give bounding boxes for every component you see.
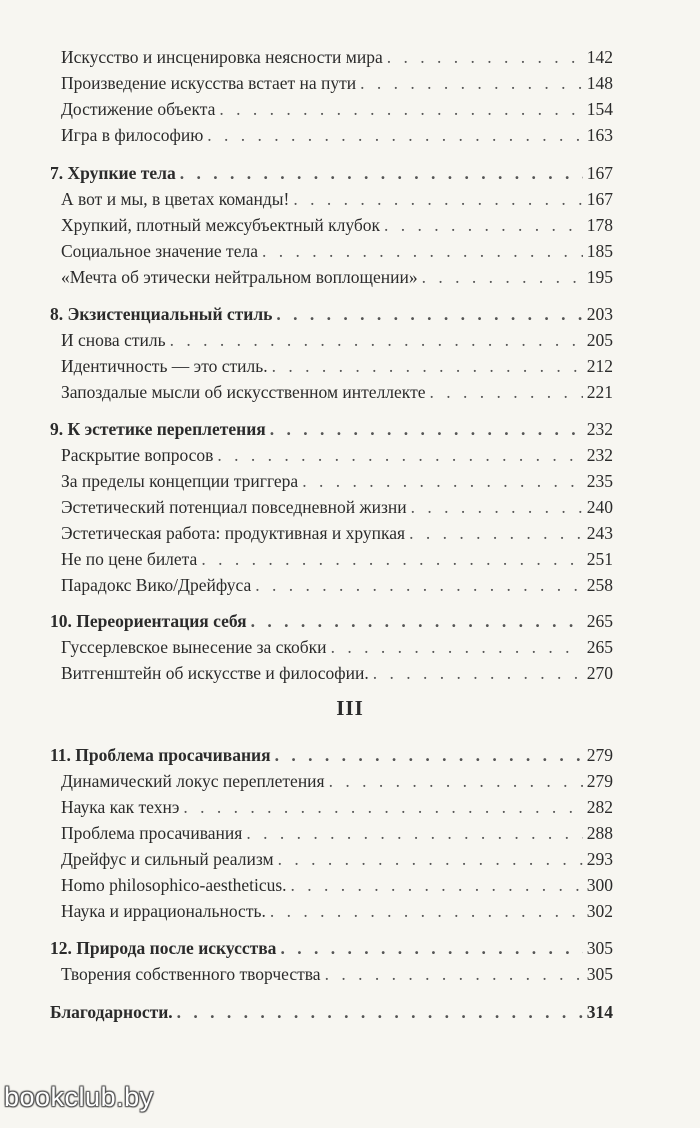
toc-chapter [50, 935, 613, 961]
toc-entry-page: 205 [586, 330, 613, 350]
toc-entry [61, 794, 613, 820]
toc-entry-title: Запоздалые мысли об искусственном интеллекте [61, 382, 426, 402]
dot-leader [183, 794, 582, 820]
toc-chapter-title: 9. К эстетике переплетения [50, 419, 266, 439]
dot-leader [411, 494, 583, 520]
dot-leader [360, 70, 583, 96]
toc-entry [61, 327, 613, 353]
toc-entry-page: 270 [586, 663, 613, 683]
toc-chapter-page: 305 [586, 938, 613, 958]
toc-entry [61, 442, 613, 468]
dot-leader [275, 742, 583, 768]
dot-leader [278, 846, 583, 872]
toc-entry-title: Гуссерлевское вынесение за скобки [61, 637, 327, 657]
dot-leader [302, 468, 583, 494]
toc-entry [61, 660, 613, 686]
toc-entry-page: 212 [586, 356, 613, 376]
dot-leader [177, 999, 583, 1025]
toc-entry-page: 279 [586, 771, 613, 791]
toc-entry-page: 185 [586, 241, 613, 261]
toc-entry [61, 634, 613, 660]
toc-entry-title: И снова стиль [61, 330, 166, 350]
toc-entry [61, 872, 613, 898]
toc-entry-page: 258 [586, 575, 613, 595]
toc-entry-title: Проблема просачивания [61, 823, 243, 843]
toc-entry-title: Наука как технэ [61, 797, 180, 817]
toc-entry [61, 468, 613, 494]
toc-entry [61, 264, 613, 290]
dot-leader [180, 160, 583, 186]
toc-entry-page: 232 [586, 445, 613, 465]
toc-chapter [50, 416, 613, 442]
toc-entry-title: Эстетическая работа: продуктивная и хрупкая [61, 523, 406, 543]
part-number: III [336, 696, 364, 720]
toc-entry-page: 163 [586, 125, 613, 145]
dot-leader [373, 660, 583, 686]
dot-leader [429, 379, 582, 405]
dot-leader [270, 416, 583, 442]
toc-entry-title: Витгенштейн об искусстве и философии. [61, 663, 369, 683]
toc-entry [61, 186, 613, 212]
toc-entry-title: «Мечта об этически нейтральном воплощении» [61, 267, 418, 287]
toc-entry-title: А вот и мы, в цветах команды! [61, 189, 290, 209]
toc-entry-page: 167 [586, 189, 613, 209]
toc-chapter-title: 11. Проблема просачивания [50, 745, 271, 765]
dot-leader [409, 520, 583, 546]
toc-entry-title: Искусство и инсценировка неясности мира [61, 47, 383, 67]
toc-entry [61, 96, 613, 122]
toc-chapter-page: 279 [586, 745, 613, 765]
dot-leader [276, 301, 582, 327]
toc-chapter [50, 999, 613, 1025]
dot-leader [251, 608, 583, 634]
dot-leader [291, 872, 583, 898]
toc-entry [61, 572, 613, 598]
toc-entry-page: 221 [586, 382, 613, 402]
toc-entry [61, 546, 613, 572]
toc-entry-title: Социальное значение тела [61, 241, 258, 261]
dot-leader [331, 634, 583, 660]
dot-leader [325, 961, 583, 987]
toc-entry [61, 494, 613, 520]
toc-entry-page: 251 [586, 549, 613, 569]
toc-entry-page: 240 [586, 497, 613, 517]
dot-leader [219, 96, 582, 122]
dot-leader [170, 327, 583, 353]
dot-leader [387, 44, 583, 70]
toc-chapter-page: 314 [586, 1002, 613, 1022]
dot-leader [384, 212, 583, 238]
toc-chapter-title: 10. Переориентация себя [50, 611, 247, 631]
dot-leader [329, 768, 583, 794]
toc-chapter-title: Благодарности. [50, 1002, 173, 1022]
toc-entry [61, 520, 613, 546]
toc-entry-title: Раскрытие вопросов [61, 445, 214, 465]
toc-entry-title: Эстетический потенциал повседневной жизни [61, 497, 407, 517]
toc-entry-title: Динамический локус переплетения [61, 771, 325, 791]
toc-entry [61, 846, 613, 872]
toc-entry-page: 243 [586, 523, 613, 543]
toc-entry-page: 288 [586, 823, 613, 843]
toc-entry [61, 238, 613, 264]
toc-chapter [50, 608, 613, 634]
toc-entry [61, 212, 613, 238]
toc-chapter-page: 232 [586, 419, 613, 439]
toc-entry-page: 293 [586, 849, 613, 869]
toc-entry-page: 195 [586, 267, 613, 287]
watermark-logo: bookclub.by [4, 1082, 154, 1112]
toc-entry-page: 300 [586, 875, 613, 895]
toc-entry-title: Парадокс Вико/Дрейфуса [61, 575, 252, 595]
toc-entry-title: Игра в философию [61, 125, 204, 145]
toc-entry [61, 122, 613, 148]
toc-chapter-title: 8. Экзистенциальный стиль [50, 304, 273, 324]
dot-leader [246, 820, 582, 846]
toc-entry [61, 44, 613, 70]
toc-chapter-title: 12. Природа после искусства [50, 938, 277, 958]
toc-entry [61, 898, 613, 924]
toc-entry-page: 305 [586, 964, 613, 984]
dot-leader [262, 238, 583, 264]
toc-chapter-title: 7. Хрупкие тела [50, 163, 176, 183]
toc-chapter-page: 167 [586, 163, 613, 183]
toc-chapter-page: 265 [586, 611, 613, 631]
toc-entry-title: Достижение объекта [61, 99, 216, 119]
toc-entry [61, 820, 613, 846]
dot-leader [422, 264, 583, 290]
toc-entry [61, 70, 613, 96]
toc-entry-page: 142 [586, 47, 613, 67]
dot-leader [217, 442, 582, 468]
toc-entry-title: Наука и иррациональность. [61, 901, 266, 921]
toc-entry-page: 282 [586, 797, 613, 817]
toc-chapter-page: 203 [586, 304, 613, 324]
toc-entry-title: Идентичность — это стиль. [61, 356, 268, 376]
toc-entry-title: Homo philosophico-aestheticus. [61, 875, 287, 895]
toc-entry-title: За пределы концепции триггера [61, 471, 299, 491]
toc-entry-page: 302 [586, 901, 613, 921]
dot-leader [280, 935, 582, 961]
dot-leader [255, 572, 582, 598]
dot-leader [272, 353, 583, 379]
toc-entry-page: 265 [586, 637, 613, 657]
toc-entry-title: Хрупкий, плотный межсубъектный клубок [61, 215, 381, 235]
toc-chapter [50, 160, 613, 186]
dot-leader [293, 186, 582, 212]
toc-chapter [50, 301, 613, 327]
toc-entry [61, 353, 613, 379]
dot-leader [201, 546, 582, 572]
toc-entry-title: Произведение искусства встает на пути [61, 73, 357, 93]
dot-leader [207, 122, 582, 148]
toc-entry [61, 379, 613, 405]
toc-entry [61, 961, 613, 987]
toc-entry-page: 154 [586, 99, 613, 119]
toc-entry-page: 178 [586, 215, 613, 235]
toc-entry-page: 235 [586, 471, 613, 491]
toc-entry-title: Творения собственного творчества [61, 964, 321, 984]
toc-entry-title: Дрейфус и сильный реализм [61, 849, 274, 869]
toc-entry [61, 768, 613, 794]
toc-entry-page: 148 [586, 73, 613, 93]
toc-chapter [50, 742, 613, 768]
dot-leader [270, 898, 583, 924]
toc-entry-title: Не по цене билета [61, 549, 198, 569]
